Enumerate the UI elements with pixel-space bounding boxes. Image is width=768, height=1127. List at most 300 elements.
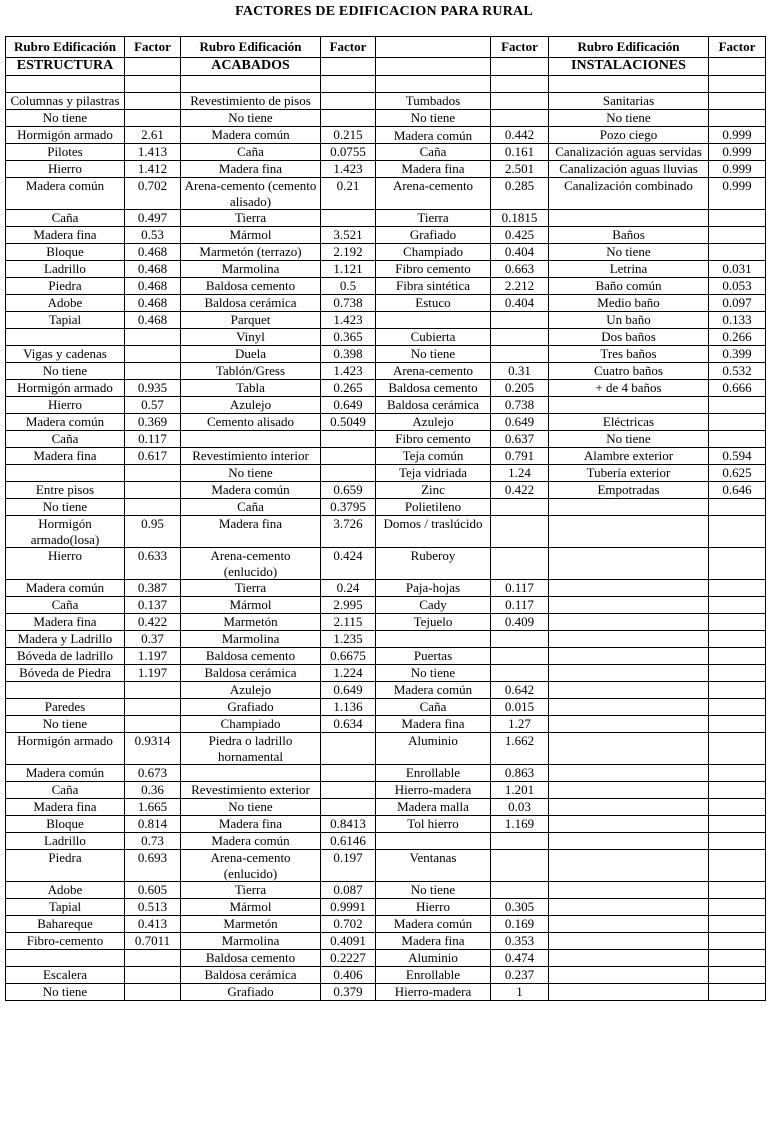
rubro-cell [549, 597, 709, 614]
factor-cell: 0.646 [709, 482, 766, 499]
rubro-cell: Bloque [6, 244, 125, 261]
rubro-cell: Cubierta [376, 329, 491, 346]
factor-cell: 0.637 [491, 431, 549, 448]
factor-cell [709, 950, 766, 967]
rubro-cell: No tiene [6, 716, 125, 733]
factor-cell [709, 431, 766, 448]
rubro-cell [6, 682, 125, 699]
section-title [125, 58, 181, 76]
factor-cell: 0.617 [125, 448, 181, 465]
factor-cell [709, 733, 766, 765]
rubro-cell: No tiene [376, 346, 491, 363]
rubro-cell: Tierra [181, 580, 321, 597]
factor-cell: 0.422 [125, 614, 181, 631]
rubro-cell: Hierro-madera [376, 782, 491, 799]
table-row [6, 295, 766, 312]
rubro-cell: Azulejo [376, 414, 491, 431]
table-row [6, 76, 766, 93]
factor-cell [125, 967, 181, 984]
factor-cell: 0.5 [321, 278, 376, 295]
table-row [6, 414, 766, 431]
factor-cell: 1.413 [125, 144, 181, 161]
factor-cell: 0.285 [491, 178, 549, 210]
factor-cell: 0.3795 [321, 499, 376, 516]
table-row [6, 967, 766, 984]
rubro-cell: Entre pisos [6, 482, 125, 499]
factor-cell [125, 363, 181, 380]
rubro-cell [549, 699, 709, 716]
rubro-cell: Enrollable [376, 967, 491, 984]
table-row [6, 312, 766, 329]
factor-cell: 0.791 [491, 448, 549, 465]
factor-cell: 0.161 [491, 144, 549, 161]
rubro-cell: Arena-cemento (cemento alisado) [181, 178, 321, 210]
table-row [6, 482, 766, 499]
factor-cell: 0.693 [125, 850, 181, 882]
factor-cell [321, 431, 376, 448]
rubro-cell: Ruberoy [376, 548, 491, 580]
table-row [6, 899, 766, 916]
rubro-cell [376, 76, 491, 93]
rubro-cell: Pozo ciego [549, 127, 709, 144]
factor-cell [491, 499, 549, 516]
factor-cell [709, 76, 766, 93]
rubro-cell: Baldosa cemento [181, 950, 321, 967]
factor-cell: 0.663 [491, 261, 549, 278]
rubro-cell: Caña [6, 597, 125, 614]
table-row [6, 799, 766, 816]
rubro-cell [549, 631, 709, 648]
factor-cell: 2.995 [321, 597, 376, 614]
factor-cell [321, 799, 376, 816]
table-row [6, 882, 766, 899]
rubro-cell: Medio baño [549, 295, 709, 312]
rubro-cell: Azulejo [181, 682, 321, 699]
factor-cell [491, 631, 549, 648]
factor-cell: 0.2227 [321, 950, 376, 967]
rubro-cell: No tiene [6, 499, 125, 516]
rubro-cell: Pilotes [6, 144, 125, 161]
rubro-cell: Escalera [6, 967, 125, 984]
rubro-cell: Arena-cemento [376, 363, 491, 380]
factor-cell [125, 716, 181, 733]
table-row [6, 782, 766, 799]
factor-cell: 0.625 [709, 465, 766, 482]
factor-cell: 0.594 [709, 448, 766, 465]
table-row [6, 448, 766, 465]
rubro-cell [376, 312, 491, 329]
factor-cell: 0.605 [125, 882, 181, 899]
factor-cell: 0.6146 [321, 833, 376, 850]
factor-cell [709, 110, 766, 127]
factor-cell [491, 76, 549, 93]
factor-cell: 0.738 [321, 295, 376, 312]
factor-cell: 0.31 [491, 363, 549, 380]
rubro-cell [181, 431, 321, 448]
factor-cell: 0.413 [125, 916, 181, 933]
factor-cell: 0.633 [125, 548, 181, 580]
rubro-cell: Madera fina [6, 227, 125, 244]
factor-cell: 0.133 [709, 312, 766, 329]
rubro-cell: Estuco [376, 295, 491, 312]
rubro-cell: Madera común [6, 580, 125, 597]
rubro-cell [376, 631, 491, 648]
factor-cell: 1 [491, 984, 549, 1001]
rubro-cell: Tumbados [376, 93, 491, 110]
rubro-cell: Madera fina [376, 933, 491, 950]
factor-cell: 0.1815 [491, 210, 549, 227]
rubro-cell: Fibro cemento [376, 261, 491, 278]
rubro-cell [6, 950, 125, 967]
factor-cell [321, 765, 376, 782]
rubro-cell: Puertas [376, 648, 491, 665]
factor-cell [491, 93, 549, 110]
rubro-cell: Dos baños [549, 329, 709, 346]
factor-cell: 1.665 [125, 799, 181, 816]
factor-cell: 0.4091 [321, 933, 376, 950]
table-row [6, 682, 766, 699]
table-row [6, 431, 766, 448]
rubro-cell [549, 548, 709, 580]
factor-cell: 0.117 [125, 431, 181, 448]
rubro-cell: Madera y Ladrillo [6, 631, 125, 648]
page-title: FACTORES DE EDIFICACION PARA RURAL [235, 4, 533, 19]
header-rubro [376, 37, 491, 58]
rubro-cell: Grafiado [181, 699, 321, 716]
factor-cell: 1.412 [125, 161, 181, 178]
rubro-cell [549, 967, 709, 984]
section-title [376, 58, 491, 76]
factor-cell [709, 933, 766, 950]
factor-cell: 0.169 [491, 916, 549, 933]
factor-cell [321, 782, 376, 799]
rubro-cell: No tiene [6, 984, 125, 1001]
rubro-cell: Azulejo [181, 397, 321, 414]
rubro-cell: Caña [181, 499, 321, 516]
header-row [6, 37, 766, 58]
table-row [6, 93, 766, 110]
factor-cell: 0.634 [321, 716, 376, 733]
factor-cell: 0.365 [321, 329, 376, 346]
rubro-cell: Baldosa cemento [376, 380, 491, 397]
table-row [6, 380, 766, 397]
rubro-cell: Un baño [549, 312, 709, 329]
factor-cell: 0.57 [125, 397, 181, 414]
rubro-cell [181, 765, 321, 782]
factor-cell [709, 799, 766, 816]
rubro-cell: Duela [181, 346, 321, 363]
rubro-cell: Fibro-cemento [6, 933, 125, 950]
factor-cell [709, 499, 766, 516]
rubro-cell: Fibro cemento [376, 431, 491, 448]
rubro-cell [549, 816, 709, 833]
table-row [6, 397, 766, 414]
factor-cell: 0.468 [125, 295, 181, 312]
rubro-cell: Madera fina [376, 161, 491, 178]
factor-cell: 0.0755 [321, 144, 376, 161]
factor-cell: 0.03 [491, 799, 549, 816]
rubro-cell: Mármol [181, 227, 321, 244]
factor-cell [709, 614, 766, 631]
factor-cell: 0.425 [491, 227, 549, 244]
factor-cell [709, 899, 766, 916]
factor-cell: 0.36 [125, 782, 181, 799]
factor-cell [321, 465, 376, 482]
rubro-cell: Champiado [376, 244, 491, 261]
factor-cell: 0.95 [125, 516, 181, 548]
factor-cell: 3.521 [321, 227, 376, 244]
rubro-cell: Tabla [181, 380, 321, 397]
factor-cell [491, 648, 549, 665]
rubro-cell: Aluminio [376, 733, 491, 765]
factor-cell: 2.212 [491, 278, 549, 295]
factor-cell: 0.215 [321, 127, 376, 144]
factor-cell: 0.424 [321, 548, 376, 580]
table-row [6, 244, 766, 261]
rubro-cell: Grafiado [181, 984, 321, 1001]
factor-cell: 0.117 [491, 580, 549, 597]
rubro-cell: Tierra [181, 882, 321, 899]
rubro-cell: Tierra [376, 210, 491, 227]
rubro-cell: No tiene [549, 110, 709, 127]
factor-cell: 0.702 [321, 916, 376, 933]
rubro-cell: Vinyl [181, 329, 321, 346]
rubro-cell [549, 765, 709, 782]
rubro-cell: Paredes [6, 699, 125, 716]
table-row [6, 144, 766, 161]
factor-cell [709, 882, 766, 899]
rubro-cell: Columnas y pilastras [6, 93, 125, 110]
factor-cell [709, 665, 766, 682]
rubro-cell: Sanitarias [549, 93, 709, 110]
factor-cell: 0.369 [125, 414, 181, 431]
rubro-cell: Marmolina [181, 933, 321, 950]
rubro-cell: Baldosa cerámica [376, 397, 491, 414]
rubro-cell: No tiene [376, 882, 491, 899]
factor-cell: 2.501 [491, 161, 549, 178]
factor-cell: 0.442 [491, 127, 549, 144]
rubro-cell: Ladrillo [6, 261, 125, 278]
rubro-cell: No tiene [549, 431, 709, 448]
factor-cell: 0.999 [709, 178, 766, 210]
factor-cell [125, 950, 181, 967]
factor-cell [709, 648, 766, 665]
factor-cell [709, 833, 766, 850]
factor-cell: 0.404 [491, 295, 549, 312]
rubro-cell: Piedra o ladrillo hornamental [181, 733, 321, 765]
rubro-cell: Aluminio [376, 950, 491, 967]
rubro-cell [549, 614, 709, 631]
rubro-cell: Tablón/Gress [181, 363, 321, 380]
section-title [709, 58, 766, 76]
factor-cell: 0.404 [491, 244, 549, 261]
rubro-cell [549, 984, 709, 1001]
factor-cell: 0.24 [321, 580, 376, 597]
factor-cell [491, 346, 549, 363]
rubro-cell: Adobe [6, 882, 125, 899]
rubro-cell: Piedra [6, 278, 125, 295]
factor-cell: 0.353 [491, 933, 549, 950]
rubro-cell: Tejuelo [376, 614, 491, 631]
factor-cell [321, 733, 376, 765]
rubro-cell: No tiene [181, 110, 321, 127]
factor-cell: 1.423 [321, 161, 376, 178]
rubro-cell [549, 833, 709, 850]
factor-cell [709, 516, 766, 548]
table-row [6, 716, 766, 733]
section-title [491, 58, 549, 76]
factor-cell: 0.21 [321, 178, 376, 210]
rubro-cell: Mármol [181, 899, 321, 916]
rubro-cell: Arena-cemento (enlucido) [181, 850, 321, 882]
factor-cell: 0.659 [321, 482, 376, 499]
rubro-cell: Madera fina [181, 816, 321, 833]
factor-cell: 0.197 [321, 850, 376, 882]
rubro-cell [549, 899, 709, 916]
factor-cell: 0.9314 [125, 733, 181, 765]
factor-cell: 0.37 [125, 631, 181, 648]
rubro-cell: Caña [6, 431, 125, 448]
table-row [6, 278, 766, 295]
rubro-cell: Caña [376, 144, 491, 161]
rubro-cell [6, 465, 125, 482]
factor-cell: 1.423 [321, 312, 376, 329]
factor-cell: 0.053 [709, 278, 766, 295]
table-row [6, 765, 766, 782]
rubro-cell: Domos / traslúcido [376, 516, 491, 548]
rubro-cell: Hierro [6, 161, 125, 178]
factor-cell: 0.117 [491, 597, 549, 614]
rubro-cell [549, 580, 709, 597]
factor-cell [491, 110, 549, 127]
rubro-cell: Tierra [181, 210, 321, 227]
factor-cell: 0.738 [491, 397, 549, 414]
rubro-cell [549, 516, 709, 548]
factor-cell: 1.27 [491, 716, 549, 733]
rubro-cell [549, 882, 709, 899]
factor-cell [709, 397, 766, 414]
section-row [6, 58, 766, 76]
factor-cell [491, 882, 549, 899]
header-factor: Factor [491, 37, 549, 58]
rubro-cell [549, 76, 709, 93]
rubro-cell: Adobe [6, 295, 125, 312]
rubro-cell: Marmetón [181, 614, 321, 631]
rubro-cell: Madera común [181, 833, 321, 850]
factor-cell: 0.513 [125, 899, 181, 916]
rubro-cell: Hormigón armado(losa) [6, 516, 125, 548]
factor-cell: 0.666 [709, 380, 766, 397]
rubro-cell: Ladrillo [6, 833, 125, 850]
rubro-cell: Cuatro baños [549, 363, 709, 380]
factor-cell: 0.673 [125, 765, 181, 782]
rubro-cell: Baldosa cemento [181, 648, 321, 665]
rubro-cell: Polietileno [376, 499, 491, 516]
table-row [6, 648, 766, 665]
factor-cell: 0.863 [491, 765, 549, 782]
factor-cell: 0.468 [125, 278, 181, 295]
rubro-cell: Baldosa cerámica [181, 665, 321, 682]
rubro-cell: Ventanas [376, 850, 491, 882]
factor-cell [709, 580, 766, 597]
table-row [6, 950, 766, 967]
factor-cell: 0.532 [709, 363, 766, 380]
rubro-cell: Tapial [6, 312, 125, 329]
factor-cell [125, 76, 181, 93]
rubro-cell [549, 950, 709, 967]
factor-cell: 1.662 [491, 733, 549, 765]
factor-cell [125, 346, 181, 363]
rubro-cell [549, 499, 709, 516]
factor-cell [709, 244, 766, 261]
factor-cell [491, 850, 549, 882]
rubro-cell [549, 716, 709, 733]
factor-cell: 0.649 [321, 682, 376, 699]
factor-cell: 0.379 [321, 984, 376, 1001]
rubro-cell: Parquet [181, 312, 321, 329]
factor-cell: 0.387 [125, 580, 181, 597]
rubro-cell: Grafiado [376, 227, 491, 244]
header-rubro: Rubro Edificación [6, 37, 125, 58]
rubro-cell: Alambre exterior [549, 448, 709, 465]
rubro-cell: Hormigón armado [6, 380, 125, 397]
rubro-cell: Bóveda de Piedra [6, 665, 125, 682]
rubro-cell: + de 4 baños [549, 380, 709, 397]
table-row [6, 261, 766, 278]
rubro-cell [549, 933, 709, 950]
rubro-cell: Madera común [181, 127, 321, 144]
factor-cell [709, 716, 766, 733]
rubro-cell: Hormigón armado [6, 127, 125, 144]
table-row [6, 933, 766, 950]
table-row [6, 816, 766, 833]
factor-cell: 0.137 [125, 597, 181, 614]
factor-cell: 0.702 [125, 178, 181, 210]
section-title: ESTRUCTURA [6, 58, 125, 76]
table-row [6, 161, 766, 178]
factor-cell [709, 227, 766, 244]
rubro-cell: Mármol [181, 597, 321, 614]
rubro-cell: Baldosa cerámica [181, 295, 321, 312]
factor-cell: 0.649 [491, 414, 549, 431]
rubro-cell: Revestimiento interior [181, 448, 321, 465]
table-row [6, 465, 766, 482]
factor-cell [709, 850, 766, 882]
rubro-cell: Marmetón [181, 916, 321, 933]
factor-cell: 0.205 [491, 380, 549, 397]
factor-cell: 0.468 [125, 261, 181, 278]
factor-cell: 0.935 [125, 380, 181, 397]
factor-cell: 0.999 [709, 161, 766, 178]
table-row [6, 665, 766, 682]
factor-cell [491, 833, 549, 850]
factor-cell [709, 699, 766, 716]
rubro-cell: Empotradas [549, 482, 709, 499]
rubro-cell: Tol hierro [376, 816, 491, 833]
factor-cell: 0.7011 [125, 933, 181, 950]
factor-cell: 0.8413 [321, 816, 376, 833]
rubro-cell [549, 733, 709, 765]
rubro-cell: Enrollable [376, 765, 491, 782]
rubro-cell: Madera común [376, 127, 491, 144]
factor-cell: 2.192 [321, 244, 376, 261]
rubro-cell: Madera común [376, 916, 491, 933]
factor-cell: 1.423 [321, 363, 376, 380]
table-row [6, 548, 766, 580]
rubro-cell: Bóveda de ladrillo [6, 648, 125, 665]
factor-cell [709, 93, 766, 110]
header-factor: Factor [125, 37, 181, 58]
